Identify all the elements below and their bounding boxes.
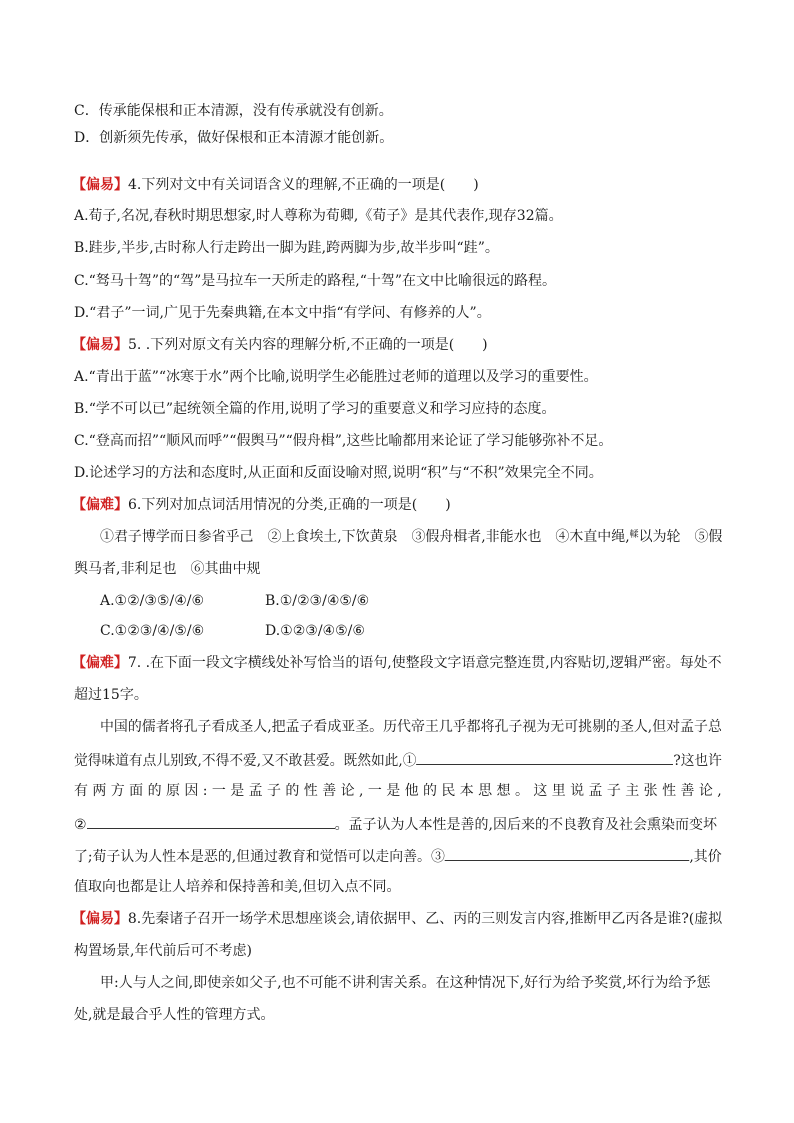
answer-blank-3[interactable] [445, 846, 689, 861]
question-7-stem: 【偏难】7. .在下面一段文字横线处补写恰当的语句,使整段文字语意完整连贯,内容贴切,逻辑严密。每处不 [72, 655, 722, 671]
answer-blank-1[interactable] [416, 750, 673, 765]
difficulty-tag: 【偏难】 [72, 655, 128, 671]
speaker-jia-line-1: 甲:人与人之间,即使亲如父子,也不可能不讲利害关系。在这种情况下,好行为给予奖赏,坏行为给予惩 [100, 975, 711, 991]
option-c-line: C．传承能保根和正本清源，没有传承就没有创新。 [74, 103, 393, 119]
question-6-stem: 【偏难】6.下列对加点词活用情况的分类,正确的一项是( ) [72, 497, 451, 513]
question-4-option-b: B.跬步,半步,古时称人行走跨出一脚为跬,跨两脚为步,故半步叫“跬”。 [74, 240, 499, 256]
option-d-line: D．创新须先传承，做好保根和正本清源才能创新。 [74, 130, 394, 146]
passage-line-1: 中国的儒者将孔子看成圣人,把孟子看成亚圣。历代帝王几乎都将孔子视为无可挑剔的圣人,但对孟子总 [100, 719, 722, 735]
question-8-stem-cont: 构置场景,年代前后可不考虑) [74, 943, 252, 959]
passage-line-5: 了;荀子认为人性本是恶的,但通过教育和觉悟可以走向善。③ ,其价 [74, 846, 722, 864]
question-4-option-d: D.“君子”一词,广见于先秦典籍,在本文中指“有学问、有修养的人”。 [74, 305, 491, 321]
question-5-option-a: A.“青出于蓝”“冰寒于水”两个比喻,说明学生必能胜过老师的道理以及学习的重要性。 [74, 369, 598, 385]
answer-blank-2[interactable] [87, 814, 335, 829]
question-6-items-line1: ①君子博学而日参省乎己 ②上食埃土,下饮黄泉 ③假舟楫者,非能水也 ④木直中绳,$^輮$以为轮 ⑤假 [100, 529, 723, 545]
question-6-items-line2: 舆马者,非利足也 ⑥其曲中规 [74, 561, 261, 577]
dotted-character: 輮 [629, 530, 639, 540]
question-6-option-a: A.①②/③⑤/④/⑥ [100, 593, 205, 609]
difficulty-tag: 【偏易】 [72, 177, 128, 193]
question-4-option-a: A.荀子,名况,春秋时期思想家,时人尊称为荀卿,《荀子》是其代表作,现存32篇。 [74, 208, 563, 224]
passage-line-2: 觉得味道有点儿别致,不得不爱,又不敢甚爱。既然如此,① ?这也许 [74, 750, 722, 768]
question-5-option-d: D.论述学习的方法和态度时,从正面和反面设喻对照,说明“积”与“不积”效果完全不同。 [74, 465, 603, 481]
passage-line-4: ② 。孟子认为人本性是善的,因后来的不良教育及社会熏染而变坏 [74, 814, 717, 832]
difficulty-tag: 【偏易】 [72, 911, 128, 927]
question-4-stem: 【偏易】4.下列对文中有关词语含义的理解,不正确的一项是( ) [72, 177, 479, 193]
question-5-option-c: C.“登高而招”“顺风而呼”“假舆马”“假舟楫”,这些比喻都用来论证了学习能够弥补不足。 [74, 433, 613, 449]
passage-line-3: 有 两 方 面 的 原 因 : 一 是 孟 子 的 性 善 论 , 一 是 他 的 民 本 思 想 。 这 里 说 孟 子 主 张 性 善 论 , [74, 783, 722, 799]
speaker-jia-line-2: 处,就是最合乎人性的管理方式。 [74, 1007, 275, 1023]
question-5-option-b: B.“学不可以已”起统领全篇的作用,说明了学习的重要意义和学习应持的态度。 [74, 401, 556, 417]
question-6-option-c: C.①②③/④/⑤/⑥ [100, 623, 205, 639]
difficulty-tag: 【偏易】 [72, 337, 128, 353]
passage-line-6: 值取向也都是让人培养和保持善和美,但切入点不同。 [74, 879, 401, 895]
question-4-option-c: C.“驽马十驾”的“驾”是马拉车一天所走的路程,“十驾”在文中比喻很远的路程。 [74, 273, 557, 289]
question-6-option-d: D.①②③/④⑤/⑥ [265, 623, 365, 639]
question-6-option-b: B.①/②③/④⑤/⑥ [265, 593, 370, 609]
question-7-stem-cont: 超过15字。 [74, 687, 148, 703]
question-5-stem: 【偏易】5. .下列对原文有关内容的理解分析,不正确的一项是( ) [72, 337, 488, 353]
difficulty-tag: 【偏难】 [72, 497, 128, 513]
question-8-stem: 【偏易】8.先秦诸子召开一场学术思想座谈会,请依据甲、乙、丙的三则发言内容,推断甲乙丙各是谁?(虚拟 [72, 911, 723, 927]
